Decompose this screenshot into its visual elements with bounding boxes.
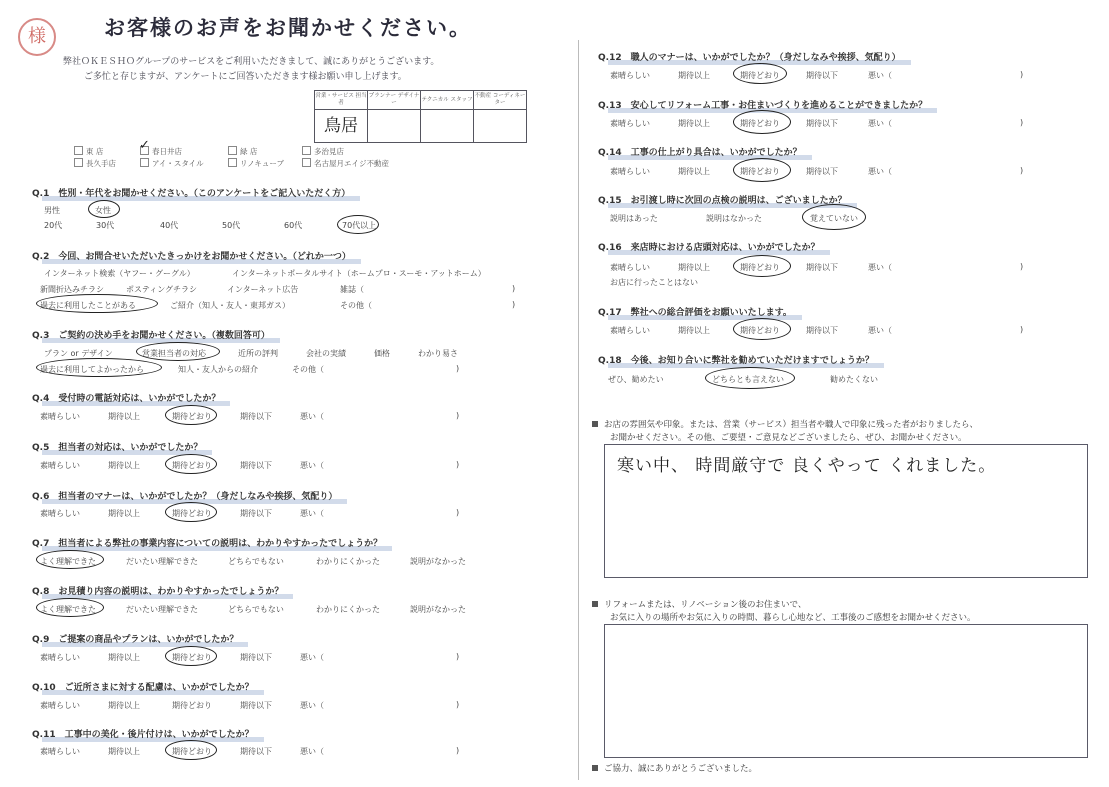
checkbox-icon[interactable] bbox=[302, 146, 311, 155]
rating-below[interactable]: 期待以下 bbox=[806, 167, 838, 176]
q1-option-female[interactable]: 女性 bbox=[95, 206, 111, 215]
q3-option[interactable]: その他（ bbox=[292, 365, 324, 374]
q2-option[interactable]: ポスティングチラシ bbox=[126, 285, 198, 294]
question-10: Q.10 ご近所さまに対する配慮は、いかがでしたか？ bbox=[32, 680, 254, 693]
rating-excellent[interactable]: 素晴らしい bbox=[40, 701, 80, 710]
question-12: Q.12 職人のマナーは、いかがでしたか？（身だしなみや挨拶、気配り） bbox=[598, 50, 901, 63]
q1-age[interactable]: 20代 bbox=[44, 221, 63, 230]
question-15: Q.15 お引渡し時に次回の点検の説明は、ございましたか？ bbox=[598, 193, 847, 206]
q3-paren-close: ) bbox=[456, 364, 460, 373]
answer-circle bbox=[165, 646, 217, 666]
answer-circle bbox=[733, 158, 791, 182]
comments1-handwritten: 寒い中、 時間厳守で 良くやって くれました。 bbox=[617, 456, 997, 476]
rating-excellent[interactable]: 素晴らしい bbox=[610, 167, 650, 176]
answer-circle bbox=[165, 454, 217, 474]
store-option[interactable]: 多治見店 bbox=[302, 146, 344, 157]
rating-excellent[interactable]: 素晴らしい bbox=[40, 412, 80, 421]
seal-stamp: 様 bbox=[18, 18, 56, 56]
understand-well[interactable]: よく理解できた bbox=[40, 557, 96, 566]
rating-bad[interactable]: 悪い（ bbox=[300, 653, 324, 662]
q1-age[interactable]: 30代 bbox=[96, 221, 115, 230]
paren-close: ) bbox=[456, 746, 460, 755]
q2-option[interactable]: インターネットポータルサイト（ホームプロ・スーモ・アットホーム） bbox=[232, 269, 486, 278]
intro-line-1: 弊社ＯＫＥＳＨＯグループのサービスをご利用いただきまして、誠にありがとうございます。 bbox=[63, 57, 440, 67]
understand-mostly[interactable]: だいたい理解できた bbox=[126, 605, 198, 614]
question-18: Q.18 今後、お知り合いに弊社を勧めていただけますでしょうか？ bbox=[598, 353, 874, 366]
question-3: Q.3 ご契約の決め手をお聞かせください。（複数回答可） bbox=[32, 328, 270, 341]
q2-option[interactable]: ご紹介（知人・友人・東邦ガス） bbox=[170, 301, 290, 310]
checkbox-icon[interactable] bbox=[302, 158, 311, 167]
rating-excellent[interactable]: 素晴らしい bbox=[610, 71, 650, 80]
staff-value-sales[interactable]: 鳥居 bbox=[315, 110, 368, 143]
store-option-checked[interactable]: 春日井店 bbox=[140, 146, 182, 157]
understand-hard[interactable]: わかりにくかった bbox=[316, 557, 380, 566]
rating-below[interactable]: 期待以下 bbox=[240, 509, 272, 518]
rating-as-expected[interactable]: 期待どおり bbox=[172, 509, 212, 518]
rating-bad[interactable]: 悪い（ bbox=[868, 167, 892, 176]
paren-close: ) bbox=[456, 652, 460, 661]
rating-above[interactable]: 期待以上 bbox=[678, 71, 710, 80]
staff-value-realestate[interactable] bbox=[474, 110, 527, 143]
rating-below[interactable]: 期待以下 bbox=[806, 263, 838, 272]
comments2-line1: リフォームまたは、リノベーション後のお住まいで、 bbox=[592, 598, 806, 610]
rating-above[interactable]: 期待以上 bbox=[108, 653, 140, 662]
rating-as-expected[interactable]: 期待どおり bbox=[172, 701, 212, 710]
square-bullet-icon bbox=[592, 765, 598, 771]
question-14: Q.14 工事の仕上がり具合は、いかがでしたか？ bbox=[598, 145, 802, 158]
rating-above[interactable]: 期待以上 bbox=[108, 509, 140, 518]
rating-below[interactable]: 期待以下 bbox=[240, 412, 272, 421]
q1-age[interactable]: 60代 bbox=[284, 221, 303, 230]
understand-none[interactable]: 説明がなかった bbox=[410, 605, 466, 614]
rating-above[interactable]: 期待以上 bbox=[678, 263, 710, 272]
answer-circle bbox=[733, 318, 791, 340]
staff-header-sales: 営業・サービス 担当者 bbox=[315, 91, 368, 110]
checkbox-icon[interactable] bbox=[228, 158, 237, 167]
answer-circle bbox=[136, 342, 220, 361]
rating-as-expected[interactable]: 期待どおり bbox=[172, 461, 212, 470]
comments1-line2: お聞かせください。その他、ご要望・ご意見などございましたら、ぜひ、お聞かせください。 bbox=[610, 433, 967, 443]
understand-neutral[interactable]: どちらでもない bbox=[228, 557, 284, 566]
q1-age[interactable]: 40代 bbox=[160, 221, 179, 230]
question-8: Q.8 お見積り内容の説明は、わかりやすかったでしょうか？ bbox=[32, 584, 283, 597]
rating-bad[interactable]: 悪い（ bbox=[300, 509, 324, 518]
understand-neutral[interactable]: どちらでもない bbox=[228, 605, 284, 614]
q1-age[interactable]: 50代 bbox=[222, 221, 241, 230]
rating-above[interactable]: 期待以上 bbox=[678, 119, 710, 128]
store-option[interactable]: 東 店 bbox=[74, 146, 103, 157]
square-bullet-icon bbox=[592, 421, 598, 427]
checkbox-icon[interactable] bbox=[74, 158, 83, 167]
rating-as-expected[interactable]: 期待どおり bbox=[740, 167, 780, 176]
paren-close: ) bbox=[1020, 166, 1024, 175]
q18-option[interactable]: 勧めたくない bbox=[830, 375, 878, 384]
rating-as-expected[interactable]: 期待どおり bbox=[172, 412, 212, 421]
rating-below[interactable]: 期待以下 bbox=[240, 653, 272, 662]
rating-below[interactable]: 期待以下 bbox=[806, 119, 838, 128]
answer-circle bbox=[36, 598, 104, 617]
check-mark-icon: ✓ bbox=[139, 138, 150, 153]
question-9: Q.9 ご提案の商品やプランは、いかがでしたか？ bbox=[32, 632, 238, 645]
rating-above[interactable]: 期待以上 bbox=[108, 747, 140, 756]
comments2-line2: お気に入りの場所やお気に入りの時間、暮らし心地など、工事後のご感想をお聞かせください。 bbox=[610, 613, 976, 623]
comments1-textarea[interactable] bbox=[604, 444, 1088, 578]
question-16: Q.16 来店時における店頭対応は、いかがでしたか？ bbox=[598, 240, 820, 253]
q3-option-selected[interactable]: 過去に利用してよかったから bbox=[40, 365, 144, 374]
q15-option-selected[interactable]: 覚えていない bbox=[810, 214, 858, 223]
q2-option[interactable]: 雑誌（ bbox=[340, 285, 364, 294]
rating-above[interactable]: 期待以上 bbox=[678, 326, 710, 335]
q3-option[interactable]: 会社の実績 bbox=[306, 349, 346, 358]
answer-circle bbox=[165, 740, 217, 760]
rating-below[interactable]: 期待以下 bbox=[240, 461, 272, 470]
understand-hard[interactable]: わかりにくかった bbox=[316, 605, 380, 614]
rating-bad[interactable]: 悪い（ bbox=[868, 263, 892, 272]
staff-header-realestate: 不動産 コーディネーター bbox=[474, 91, 527, 110]
answer-circle bbox=[733, 110, 791, 134]
q15-option[interactable]: 説明はあった bbox=[610, 214, 658, 223]
paren-close: ) bbox=[1020, 262, 1024, 271]
rating-bad[interactable]: 悪い（ bbox=[300, 747, 324, 756]
paren-close: ) bbox=[456, 700, 460, 709]
store-option[interactable]: 名古屋月エイジ不動産 bbox=[302, 158, 389, 169]
question-5: Q.5 担当者の対応は、いかがでしたか？ bbox=[32, 440, 202, 453]
store-option[interactable]: リノキューブ bbox=[228, 158, 284, 169]
rating-bad[interactable]: 悪い（ bbox=[300, 701, 324, 710]
q3-option[interactable]: プラン or デザイン bbox=[44, 349, 113, 358]
q3-option-selected[interactable]: 営業担当者の対応 bbox=[142, 349, 206, 358]
rating-as-expected[interactable]: 期待どおり bbox=[172, 653, 212, 662]
question-7: Q.7 担当者による弊社の事業内容についての説明は、わかりやすかったでしょうか？ bbox=[32, 536, 382, 549]
rating-above[interactable]: 期待以上 bbox=[678, 167, 710, 176]
rating-below[interactable]: 期待以下 bbox=[806, 326, 838, 335]
understand-mostly[interactable]: だいたい理解できた bbox=[126, 557, 198, 566]
answer-circle bbox=[165, 405, 217, 425]
staff-value-technical[interactable] bbox=[421, 110, 474, 143]
q18-option[interactable]: ぜひ、勧めたい bbox=[608, 375, 664, 384]
question-6: Q.6 担当者のマナーは、いかがでしたか？（身だしなみや挨拶、気配り） bbox=[32, 489, 337, 502]
answer-circle bbox=[165, 502, 217, 522]
q3-option[interactable]: 価格 bbox=[374, 349, 390, 358]
q2-option[interactable]: 新聞折込みチラシ bbox=[40, 285, 104, 294]
intro-line-2: ご多忙と存じますが、アンケートにご回答いただきます様お願い申し上げます。 bbox=[84, 72, 407, 82]
q1-option-male[interactable]: 男性 bbox=[44, 206, 60, 215]
q3-option[interactable]: わかり易さ bbox=[418, 349, 458, 358]
q2-option[interactable]: インターネット検索（ヤフー・グーグル） bbox=[44, 269, 195, 278]
paren-close: ) bbox=[1020, 118, 1024, 127]
rating-bad[interactable]: 悪い（ bbox=[868, 119, 892, 128]
comments2-textarea[interactable] bbox=[604, 624, 1088, 758]
store-option[interactable]: 長久手店 bbox=[74, 158, 116, 169]
staff-value-planner[interactable] bbox=[368, 110, 421, 143]
answer-circle bbox=[802, 204, 866, 230]
square-bullet-icon bbox=[592, 601, 598, 607]
paren-close: ) bbox=[456, 460, 460, 469]
q3-option[interactable]: 近所の評判 bbox=[238, 349, 278, 358]
column-divider bbox=[578, 40, 579, 780]
rating-as-expected[interactable]: 期待どおり bbox=[740, 326, 780, 335]
answer-circle bbox=[705, 367, 795, 389]
rating-excellent[interactable]: 素晴らしい bbox=[610, 326, 650, 335]
rating-below[interactable]: 期待以下 bbox=[240, 701, 272, 710]
question-17: Q.17 弊社への総合評価をお願いいたします。 bbox=[598, 305, 792, 318]
understand-well[interactable]: よく理解できた bbox=[40, 605, 96, 614]
rating-excellent[interactable]: 素晴らしい bbox=[40, 509, 80, 518]
comments1-line1: お店の雰囲気や印象。または、営業（サービス）担当者や職人で印象に残った者がおりましたら、 bbox=[592, 418, 978, 430]
answer-circle bbox=[733, 63, 787, 84]
rating-bad[interactable]: 悪い（ bbox=[300, 461, 324, 470]
staff-header-planner: プランナー デザイナー bbox=[368, 91, 421, 110]
answer-circle bbox=[36, 550, 104, 569]
checkbox-icon[interactable] bbox=[140, 158, 149, 167]
question-13: Q.13 安心してリフォーム工事・お住まいづくりを進めることができましたか？ bbox=[598, 98, 927, 111]
rating-as-expected[interactable]: 期待どおり bbox=[172, 747, 212, 756]
question-1: Q.1 性別・年代をお聞かせください。（このアンケートをご記入いただく方） bbox=[32, 186, 350, 199]
q2-paren-close: ) bbox=[512, 300, 516, 309]
answer-circle bbox=[337, 215, 379, 234]
rating-above[interactable]: 期待以上 bbox=[108, 701, 140, 710]
q3-option[interactable]: 知人・友人からの紹介 bbox=[178, 365, 258, 374]
rating-excellent[interactable]: 素晴らしい bbox=[610, 263, 650, 272]
q1-age-selected[interactable]: 70代以上 bbox=[342, 221, 377, 230]
rating-above[interactable]: 期待以上 bbox=[108, 461, 140, 470]
rating-below[interactable]: 期待以下 bbox=[806, 71, 838, 80]
rating-above[interactable]: 期待以上 bbox=[108, 412, 140, 421]
rating-bad[interactable]: 悪い（ bbox=[868, 71, 892, 80]
rating-excellent[interactable]: 素晴らしい bbox=[40, 461, 80, 470]
q2-option[interactable]: インターネット広告 bbox=[227, 285, 299, 294]
rating-bad[interactable]: 悪い（ bbox=[300, 412, 324, 421]
q15-option[interactable]: 説明はなかった bbox=[706, 214, 762, 223]
answer-circle bbox=[36, 358, 162, 377]
q16-option-never-visited[interactable]: お店に行ったことはない bbox=[610, 278, 698, 287]
store-option[interactable]: アイ・スタイル bbox=[140, 158, 204, 169]
footer-thanks: ご協力、誠にありがとうございました。 bbox=[592, 762, 757, 774]
q2-option[interactable]: その他（ bbox=[340, 301, 372, 310]
answer-circle bbox=[733, 255, 791, 277]
rating-excellent[interactable]: 素晴らしい bbox=[610, 119, 650, 128]
checkbox-icon[interactable] bbox=[228, 146, 237, 155]
understand-none[interactable]: 説明がなかった bbox=[410, 557, 466, 566]
staff-table bbox=[314, 90, 527, 143]
checkbox-icon[interactable] bbox=[74, 146, 83, 155]
page-title: お客様のお声をお聞かせください。 bbox=[104, 16, 472, 40]
answer-circle bbox=[36, 294, 158, 313]
paren-close: ) bbox=[456, 508, 460, 517]
rating-excellent[interactable]: 素晴らしい bbox=[40, 653, 80, 662]
store-option[interactable]: 緑 店 bbox=[228, 146, 257, 157]
answer-circle bbox=[88, 200, 120, 218]
rating-as-expected[interactable]: 期待どおり bbox=[740, 71, 780, 80]
question-4: Q.4 受付時の電話対応は、いかがでしたか？ bbox=[32, 391, 220, 404]
q18-option-selected[interactable]: どちらとも言えない bbox=[712, 375, 784, 384]
question-2: Q.2 今回、お問合せいただいたきっかけをお聞かせください。（どれか一つ） bbox=[32, 249, 351, 262]
paren-close: ) bbox=[456, 411, 460, 420]
rating-below[interactable]: 期待以下 bbox=[240, 747, 272, 756]
question-11: Q.11 工事中の美化・後片付けは、いかがでしたか？ bbox=[32, 727, 254, 740]
rating-excellent[interactable]: 素晴らしい bbox=[40, 747, 80, 756]
rating-as-expected[interactable]: 期待どおり bbox=[740, 119, 780, 128]
q2-paren-close: ) bbox=[512, 284, 516, 293]
paren-close: ) bbox=[1020, 325, 1024, 334]
staff-header-technical: テクニカル スタッフ bbox=[421, 91, 474, 110]
paren-close: ) bbox=[1020, 70, 1024, 79]
rating-as-expected[interactable]: 期待どおり bbox=[740, 263, 780, 272]
rating-bad[interactable]: 悪い（ bbox=[868, 326, 892, 335]
q2-option-selected[interactable]: 過去に利用したことがある bbox=[40, 301, 136, 310]
